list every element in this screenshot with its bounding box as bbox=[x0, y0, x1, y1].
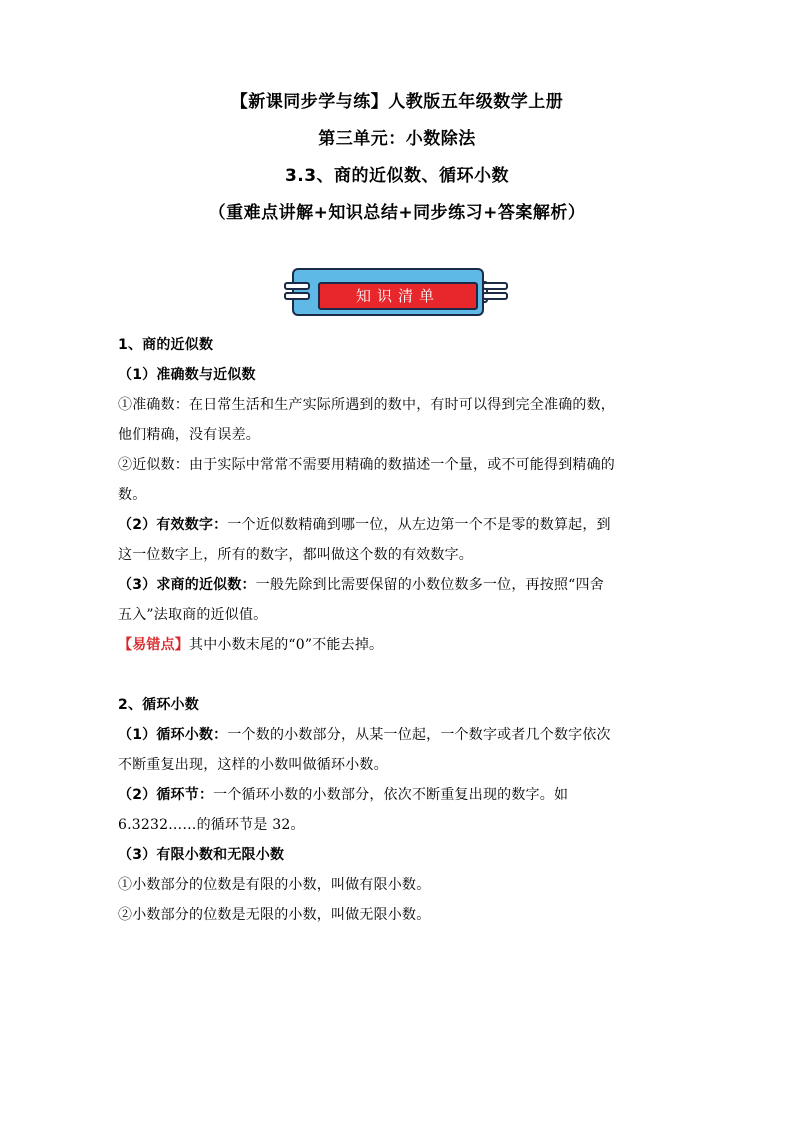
banner-right-pin-bottom bbox=[482, 292, 508, 300]
warning-label: 【易错点】 bbox=[118, 637, 189, 653]
content-body bbox=[118, 330, 684, 930]
section2-sub1-label: （1）循环小数： bbox=[118, 727, 228, 743]
section1-sub1: （1）准确数与近似数 bbox=[118, 367, 256, 383]
section1-sub2 bbox=[118, 510, 684, 540]
section1-heading: 1、商的近似数 bbox=[118, 337, 214, 353]
banner-left-pin-top bbox=[284, 282, 310, 290]
section1-sub3 bbox=[118, 570, 684, 600]
section2-sub2-cont: 6.3232……的循环节是 32。 bbox=[118, 817, 305, 833]
section2-sub1 bbox=[118, 720, 684, 750]
title-block bbox=[0, 92, 794, 240]
section1-item1: ①准确数：在日常生活和生产实际所遇到的数中，有时可以得到完全准确的数， bbox=[118, 397, 615, 413]
section-gap bbox=[118, 660, 684, 690]
knowledge-banner bbox=[284, 268, 510, 320]
course-title: 【新课同步学与练】人教版五年级数学上册 bbox=[230, 92, 564, 112]
section2-sub2 bbox=[118, 780, 684, 810]
section2-sub1-text: 一个数的小数部分，从某一位起，一个数字或者几个数字依次 bbox=[227, 727, 611, 743]
section1-item2: ②近似数：由于实际中常常不需要用精确的数描述一个量，或不可能得到精确的 bbox=[118, 457, 615, 473]
lesson-title: 3.3、商的近似数、循环小数 bbox=[284, 166, 510, 186]
section1-sub2-label: （2）有效数字： bbox=[118, 517, 228, 533]
section2-sub2-text: 一个循环小数的小数部分，依次不断重复出现的数字。如 bbox=[213, 787, 569, 803]
section1-item1-cont: 他们精确，没有误差。 bbox=[118, 427, 260, 443]
section2-sub3: （3）有限小数和无限小数 bbox=[118, 847, 285, 863]
section2-item2: ②小数部分的位数是无限的小数，叫做无限小数。 bbox=[118, 907, 431, 923]
section1-sub3-text: 一般先除到比需要保留的小数位数多一位，再按照“四舍 bbox=[255, 577, 604, 593]
lesson-subtitle: （重难点讲解+知识总结+同步练习+答案解析） bbox=[208, 203, 586, 223]
section1-sub3-label: （3）求商的近似数： bbox=[118, 577, 256, 593]
section2-heading: 2、循环小数 bbox=[118, 697, 199, 713]
section1-sub3-cont: 五入”法取商的近似值。 bbox=[118, 607, 268, 623]
section2-sub1-cont: 不断重复出现，这样的小数叫做循环小数。 bbox=[118, 757, 388, 773]
banner-right-pin-top bbox=[482, 282, 508, 290]
section1-sub2-text: 一个近似数精确到哪一位，从左边第一个不是零的数算起，到 bbox=[227, 517, 611, 533]
warning-text: 其中小数末尾的“0”不能去掉。 bbox=[189, 637, 384, 653]
section1-sub2-cont: 这一位数字上，所有的数字，都叫做这个数的有效数字。 bbox=[118, 547, 473, 563]
section2-item1: ①小数部分的位数是有限的小数，叫做有限小数。 bbox=[118, 877, 431, 893]
unit-title: 第三单元：小数除法 bbox=[318, 129, 476, 149]
section2-sub2-label: （2）循环节： bbox=[118, 787, 214, 803]
banner-frame bbox=[292, 268, 484, 316]
banner-left-pin-bottom bbox=[284, 292, 310, 300]
section1-warning bbox=[118, 630, 684, 660]
banner-label: 知识清单 bbox=[318, 282, 478, 310]
section1-item2-cont: 数。 bbox=[118, 487, 147, 503]
